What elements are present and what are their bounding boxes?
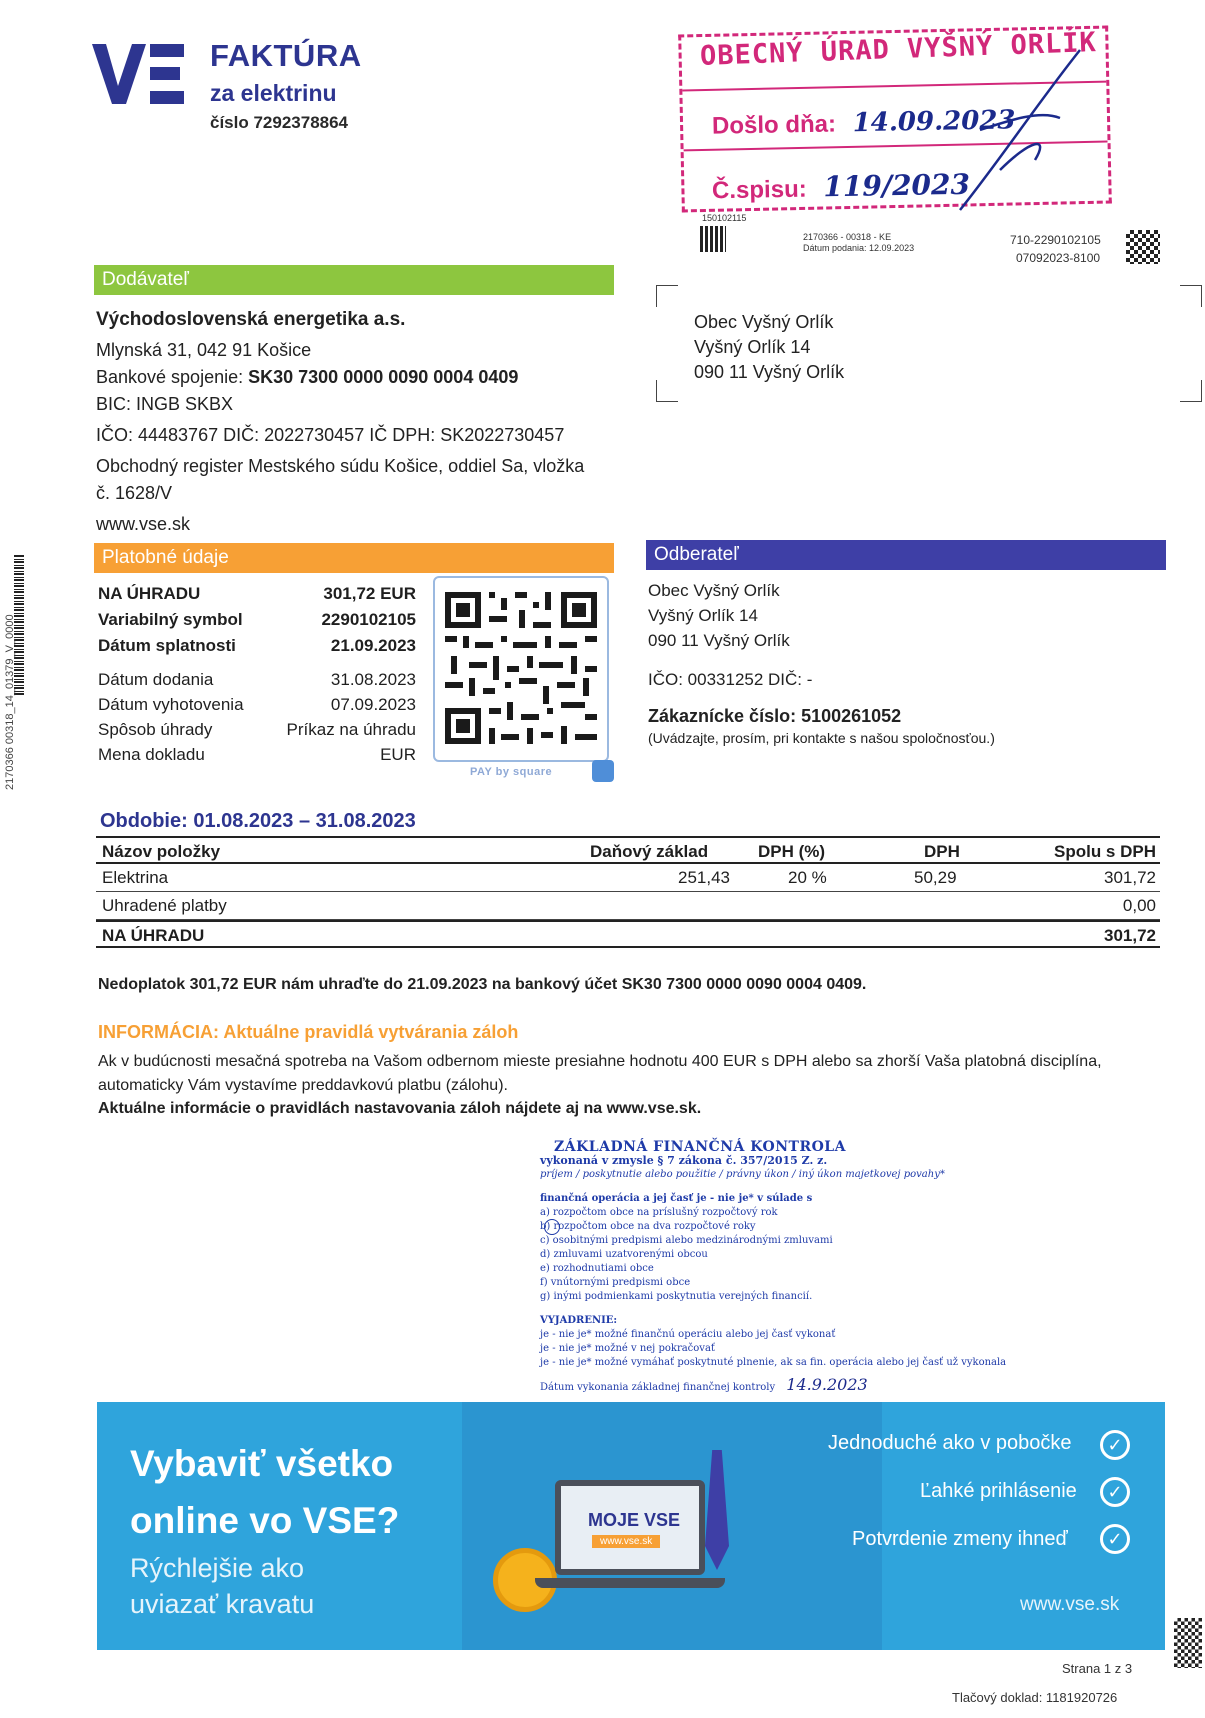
check-icon: ✓ [1100, 1430, 1130, 1460]
print-document-number: Tlačový doklad: 1181920726 [952, 1690, 1118, 1705]
payment-value: 2290102105 [321, 610, 416, 629]
supplier-bank-value: SK30 7300 0000 0090 0004 0409 [248, 367, 519, 387]
pay-by-square-label: PAY by square [470, 766, 553, 778]
info-heading: INFORMÁCIA: Aktuálne pravidlá vytvárania záloh [98, 1022, 519, 1042]
vse-logo-icon [92, 44, 184, 104]
supplier-block [96, 306, 636, 538]
stamp-title: OBECNÝ ÚRAD VYŠNÝ ORLÍK [699, 27, 1098, 72]
recipient-line: 090 11 Vyšný Orlík [694, 362, 845, 382]
table-cell: Elektrina [102, 868, 169, 887]
column-header: Názov položky [102, 842, 221, 861]
table-cell: 50,29 [914, 868, 957, 887]
control-intro: finančná operácia a jej časť je - nie je* v súlade s [540, 1193, 813, 1204]
payment-row [98, 670, 416, 690]
control-date-line [540, 1375, 1100, 1395]
payment-qr-code[interactable] [433, 576, 609, 762]
banner-feature: Potvrdenie zmeny ihneď [852, 1528, 1068, 1550]
window-corner [1180, 380, 1202, 402]
card-icon [592, 760, 614, 782]
supplier-register: č. 1628/V [96, 483, 173, 503]
table-cell: 0,00 [1122, 896, 1156, 915]
column-header: DPH (%) [758, 842, 826, 861]
customer-line: 090 11 Vyšný Orlík [648, 631, 790, 650]
payment-value: EUR [380, 745, 416, 764]
footer-qr-icon [1174, 1618, 1202, 1668]
side-vertical-code: 2170366 00318_14_01379_V_0000 [4, 614, 16, 790]
recipient-line: Vyšný Orlík 14 [694, 337, 811, 357]
supplier-bank-label: Bankové spojenie: [96, 367, 244, 387]
customer-number: Zákaznícke číslo: 5100261052 [648, 706, 902, 726]
control-item: g) inými podmienkami poskytnutia verejných financií. [540, 1291, 813, 1302]
items-table [96, 836, 1160, 948]
customer-line: Obec Vyšný Orlík [648, 581, 780, 600]
statement-item: je - nie je* možné vymáhať poskytnuté plnenie, ak sa fin. operácia alebo jej časť už vykonala [540, 1357, 1007, 1368]
banner-headline-line: online vo VSE? [130, 1500, 400, 1541]
supplier-bank [96, 364, 636, 391]
payment-label: Dátum splatnosti [98, 636, 236, 655]
banner-url-link[interactable]: www.vse.sk [1020, 1594, 1120, 1615]
stamp-qr-icon [700, 226, 726, 252]
statement-item: je - nie je* možné finančnú operáciu alebo jej časť vykonať [540, 1329, 836, 1340]
control-item: d) zmluvami uzatvorenými obcou [540, 1249, 708, 1260]
recipient-address [694, 310, 844, 385]
table-row [96, 864, 1160, 892]
stamp-reg-right-1: 710-2290102105 [1010, 233, 1101, 247]
invoice-subtitle: za elektrinu [210, 80, 337, 106]
info-text: Ak v budúcnosti mesačná spotreba na Vašom odbernom mieste presiahne hodnotu 400 EUR s DPH alebo sa zhorší Vaša platobná disciplína, automaticky Vám vystavíme preddavkovú platbu (zálohu). [98, 1053, 1102, 1094]
control-subtitle: vykonaná v zmysle § 7 zákona č. 357/2015 Z. z. [540, 1154, 828, 1167]
banner-subline-line: uviazať kravatu [130, 1589, 315, 1619]
control-item: c) osobitnými predpismi alebo medzinárodnými zmluvami [540, 1235, 833, 1246]
control-title: ZÁKLADNÁ FINANČNÁ KONTROLA [554, 1139, 846, 1155]
financial-control-stamp [540, 1140, 1100, 1395]
payment-row [98, 695, 416, 715]
invoice-title: FAKTÚRA [210, 38, 362, 73]
payment-label: Mena dokladu [98, 745, 205, 764]
payment-row [98, 610, 416, 630]
table-cell: Uhradené platby [102, 896, 227, 915]
customer-line: Vyšný Orlík 14 [648, 606, 758, 625]
statement-title: VYJADRENIE: [540, 1315, 618, 1326]
stamp-received-label: Došlo dňa: [711, 110, 837, 140]
recipient-line: Obec Vyšný Orlík [694, 312, 834, 332]
stamp-file [712, 168, 971, 205]
payment-notice: Nedoplatok 301,72 EUR nám uhraďte do 21.09.2023 na bankový účet SK30 7300 0000 0090 0004 0409. [98, 976, 867, 993]
control-item: f) vnútornými predpismi obce [540, 1277, 691, 1288]
supplier-bic: BIC: INGB SKBX [96, 394, 234, 414]
page-number: Strana 1 z 3 [1062, 1661, 1133, 1676]
banner-feature: Ľahké prihlásenie [920, 1480, 1077, 1502]
window-corner [656, 380, 678, 402]
table-cell: 251,43 [678, 868, 730, 887]
payment-label: Dátum vyhotovenia [98, 695, 244, 714]
invoice-number: číslo 7292378864 [210, 113, 349, 132]
payment-value: 31.08.2023 [330, 670, 416, 689]
supplier-header: Dodávateľ [94, 265, 614, 295]
selected-option-circle-icon [544, 1219, 560, 1235]
payment-value: 21.09.2023 [330, 636, 416, 655]
control-item: e) rozhodnutiami obce [540, 1263, 654, 1274]
stamp-file-label: Č.spisu: [711, 175, 807, 205]
supplier-ids: IČO: 44483767 DIČ: 2022730457 IČ DPH: SK2022730457 [96, 425, 565, 445]
stamp-qr-right-icon [1126, 230, 1160, 264]
stamp-reg-1: 2170366 - 00318 - KE [803, 232, 892, 242]
total-label: NA ÚHRADU [102, 926, 205, 945]
payment-label: NA ÚHRADU [98, 584, 201, 603]
banner-subline-line: Rýchlejšie ako [130, 1553, 305, 1583]
control-line: príjem / poskytnutie alebo použitie / právny úkon / iný úkon majetkovej povahy* [540, 1169, 945, 1180]
customer-ids: IČO: 00331252 DIČ: - [648, 670, 813, 689]
table-header-row [96, 836, 1160, 864]
stamp-code-left: 150102115 [702, 213, 747, 223]
payment-row [98, 584, 416, 604]
customer-note: (Uvádzajte, prosím, pri kontakte s našou spoločnosťou.) [648, 730, 995, 746]
payment-label: Dátum dodania [98, 670, 214, 689]
banner-headline-line: Vybaviť všetko [130, 1443, 394, 1484]
customer-block [648, 578, 995, 747]
supplier-address: Mlynská 31, 042 91 Košice [96, 340, 312, 360]
table-cell: 20 % [788, 868, 827, 887]
qr-code-icon [435, 578, 607, 760]
control-item: a) rozpočtom obce na príslušný rozpočtový rok [540, 1207, 778, 1218]
control-date-label: Dátum vykonania základnej finančnej kontroly [540, 1382, 776, 1393]
info-bold: Aktuálne informácie o pravidlách nastavovania záloh nájdete aj na www.vse.sk. [98, 1100, 702, 1117]
stamp-received-value: 14.09.2023 [852, 105, 1016, 139]
column-header: Spolu s DPH [1053, 842, 1156, 861]
stamp-file-value: 119/2023 [823, 167, 971, 204]
check-icon: ✓ [1100, 1524, 1130, 1554]
window-corner [1180, 285, 1202, 307]
payment-label: Spôsob úhrady [98, 720, 213, 739]
laptop-label: MOJE VSE [588, 1510, 681, 1530]
statement-item: je - nie je* možné v nej pokračovať [540, 1343, 715, 1354]
billing-period: Obdobie: 01.08.2023 – 31.08.2023 [100, 810, 416, 832]
control-date-value: 14.9.2023 [786, 1375, 868, 1394]
window-corner [656, 285, 678, 307]
table-total-row [96, 920, 1160, 948]
table-cell: 301,72 [1104, 868, 1156, 887]
total-value: 301,72 [1104, 926, 1156, 945]
payment-value: Príkaz na úhradu [286, 720, 416, 739]
payment-value: 07.09.2023 [330, 695, 416, 714]
banner-feature: Jednoduché ako v pobočke [828, 1432, 1072, 1454]
column-header: DPH [924, 842, 960, 861]
column-header: Daňový základ [590, 842, 709, 861]
table-row [96, 892, 1160, 920]
payment-label: Variabilný symbol [98, 610, 243, 629]
payment-value: 301,72 EUR [323, 584, 416, 603]
payment-row [98, 720, 416, 740]
banner-headline [130, 1435, 399, 1549]
check-icon: ✓ [1100, 1477, 1130, 1507]
payment-row [98, 745, 416, 765]
supplier-web: www.vse.sk [96, 514, 191, 534]
banner-subline [130, 1550, 314, 1622]
payment-header: Platobné údaje [94, 543, 614, 573]
supplier-name: Východoslovenská energetika a.s. [96, 309, 406, 330]
laptop-url: www.vse.sk [592, 1535, 660, 1548]
laptop-base [535, 1578, 725, 1588]
stamp-reg-right-2: 07092023-8100 [1016, 251, 1101, 265]
stamp-reg-2: Dátum podania: 12.09.2023 [803, 243, 915, 253]
supplier-register: Obchodný register Mestského súdu Košice, oddiel Sa, vložka [96, 456, 585, 476]
customer-header: Odberateľ [646, 540, 1166, 570]
signature-icon [940, 40, 1090, 220]
control-item: b) rozpočtom obce na dva rozpočtové roky [540, 1221, 756, 1232]
payment-row [98, 636, 416, 656]
